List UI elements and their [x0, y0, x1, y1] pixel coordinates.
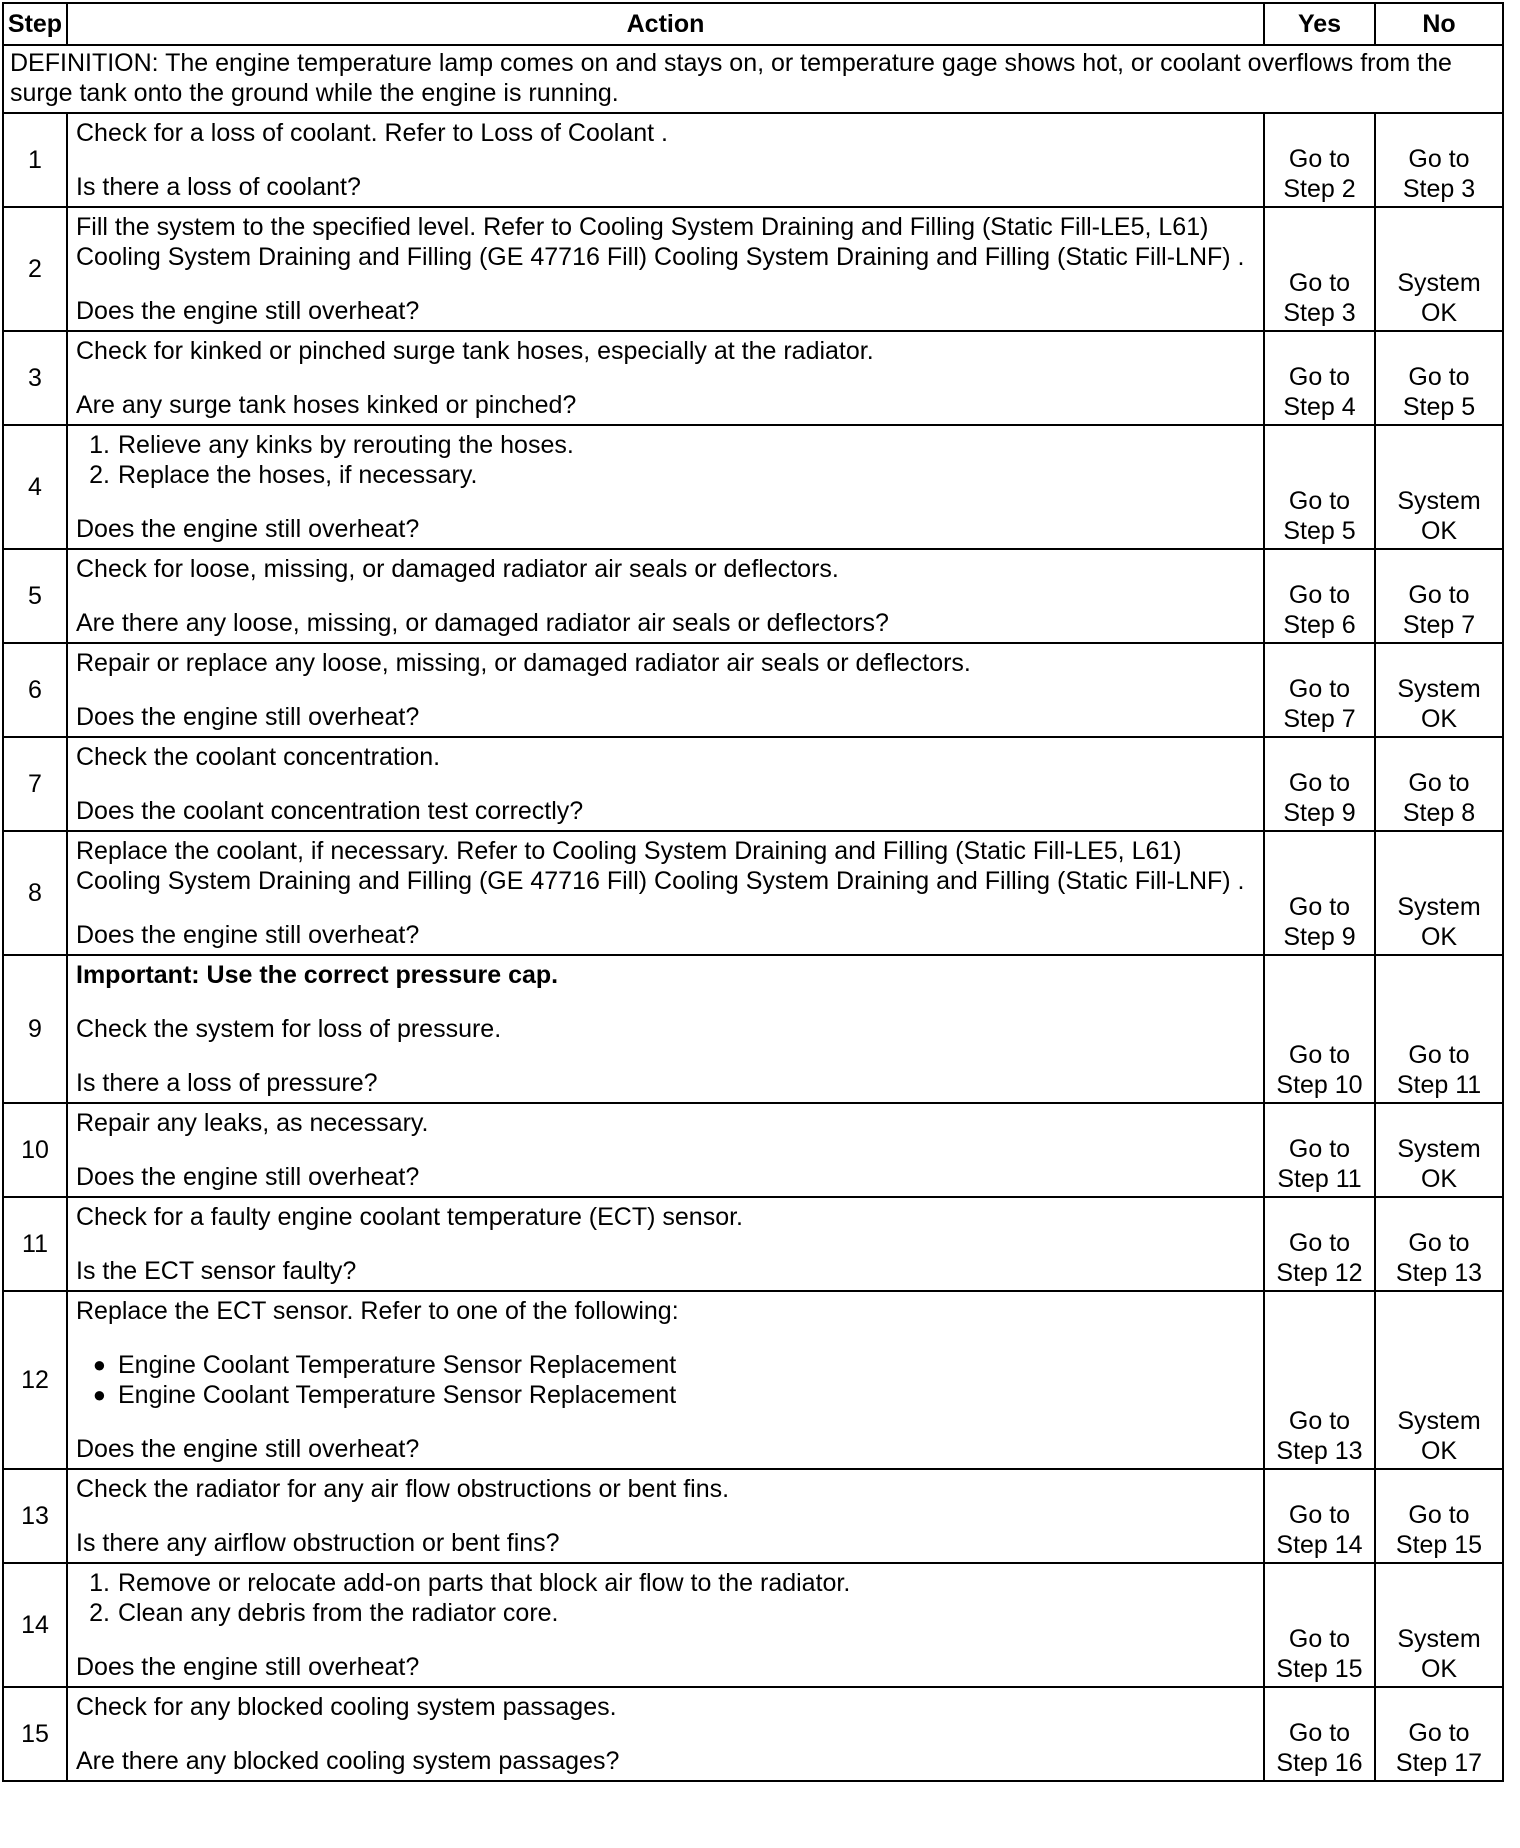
result-yes-line: Step 6 — [1283, 611, 1356, 639]
step-row — [3, 1469, 1503, 1563]
spacer — [76, 896, 1255, 920]
result-no — [1375, 643, 1503, 737]
result-no-line: Step 3 — [1402, 175, 1476, 203]
result-yes — [1264, 1687, 1375, 1781]
result-no-line: Go to — [1408, 1041, 1470, 1069]
header-row — [3, 3, 1503, 45]
definition-text: DEFINITION: The engine temperature lamp comes on and stays on, or temperature gage shows hot, or coolant overflows from the surge tank onto the ground while the engine is running. — [3, 45, 1503, 113]
action-line: Check for any blocked cooling system passages. — [76, 1693, 617, 1721]
step-row — [3, 955, 1503, 1103]
result-no — [1375, 737, 1503, 831]
result-no-line: System — [1397, 893, 1481, 921]
step-action — [67, 207, 1264, 331]
result-yes — [1264, 207, 1375, 331]
result-yes — [1264, 1469, 1375, 1563]
step-question: Are there any loose, missing, or damaged radiator air seals or deflectors? — [76, 609, 889, 637]
step-number: 15 — [3, 1687, 67, 1781]
diagnostic-table — [2, 2, 1504, 1782]
spacer — [76, 366, 1255, 390]
action-line: Check for a loss of coolant. Refer to Loss of Coolant . — [76, 119, 668, 147]
result-no-line: OK — [1420, 1437, 1458, 1465]
result-yes — [1264, 643, 1375, 737]
step-action — [67, 425, 1264, 549]
result-yes-line: Step 14 — [1276, 1531, 1363, 1559]
step-number: 10 — [3, 1103, 67, 1197]
spacer — [76, 1232, 1255, 1256]
result-yes-line: Go to — [1288, 1501, 1351, 1529]
result-yes-line: Go to — [1288, 769, 1351, 797]
result-yes — [1264, 955, 1375, 1103]
spacer — [76, 1504, 1255, 1528]
result-yes-line: Step 13 — [1276, 1437, 1363, 1465]
step-row — [3, 113, 1503, 207]
result-no-line: System — [1397, 1135, 1481, 1163]
result-no-line: Go to — [1408, 1719, 1470, 1747]
result-no — [1375, 549, 1503, 643]
step-action — [67, 831, 1264, 955]
step-number: 2 — [3, 207, 67, 331]
header-yes: Yes — [1264, 3, 1375, 45]
result-yes — [1264, 1103, 1375, 1197]
step-number: 12 — [3, 1291, 67, 1469]
step-row — [3, 1563, 1503, 1687]
bullet-icon: ● — [92, 1382, 106, 1407]
result-yes-line: Go to — [1288, 363, 1351, 391]
result-no-line: Go to — [1408, 769, 1470, 797]
step-row — [3, 207, 1503, 331]
action-line: Fill the system to the specified level. Refer to Cooling System Draining and Filling (Static Fill-LE5, L61) — [76, 213, 1209, 241]
step-row — [3, 831, 1503, 955]
result-yes — [1264, 737, 1375, 831]
step-action — [67, 1291, 1264, 1469]
header-step: Step — [3, 3, 67, 45]
result-yes-line: Step 9 — [1283, 923, 1356, 951]
step-action — [67, 1687, 1264, 1781]
result-yes-line: Go to — [1288, 1041, 1351, 1069]
result-no — [1375, 207, 1503, 331]
spacer — [76, 1044, 1255, 1068]
step-number: 4 — [3, 425, 67, 549]
result-no — [1375, 113, 1503, 207]
result-yes-line: Step 15 — [1276, 1655, 1363, 1683]
result-no — [1375, 1103, 1503, 1197]
step-number: 11 — [3, 1197, 67, 1291]
step-action — [67, 955, 1264, 1103]
step-question: Does the engine still overheat? — [76, 297, 420, 325]
result-yes-line: Step 9 — [1283, 799, 1356, 827]
action-line: Replace the coolant, if necessary. Refer to Cooling System Draining and Filling (Static Fill-LE5, L61) — [76, 837, 1182, 865]
result-no-line: System — [1397, 1407, 1481, 1435]
step-row — [3, 331, 1503, 425]
result-yes-line: Go to — [1288, 1135, 1351, 1163]
result-yes-line: Step 5 — [1283, 517, 1356, 545]
action-line: Cooling System Draining and Filling (GE 47716 Fill) Cooling System Draining and Filling (Static Fill-LNF) . — [76, 243, 1245, 271]
result-yes-line: Go to — [1288, 675, 1351, 703]
spacer — [76, 772, 1255, 796]
result-no-line: Step 8 — [1402, 799, 1476, 827]
item-number: 2. — [89, 1599, 110, 1627]
result-no-line: Step 11 — [1396, 1071, 1482, 1099]
result-no-line: Step 17 — [1395, 1749, 1483, 1777]
bullet-text: Engine Coolant Temperature Sensor Replacement — [118, 1351, 677, 1379]
action-line: Check the system for loss of pressure. — [76, 1015, 502, 1043]
result-no — [1375, 1563, 1503, 1687]
bullet-icon: ● — [92, 1352, 106, 1377]
step-number: 9 — [3, 955, 67, 1103]
action-line: Check the coolant concentration. — [76, 743, 441, 771]
step-number: 6 — [3, 643, 67, 737]
result-no-line: System — [1397, 487, 1481, 515]
step-action — [67, 113, 1264, 207]
result-no-line: System — [1397, 675, 1481, 703]
result-no-line: OK — [1420, 1165, 1458, 1193]
step-question: Does the engine still overheat? — [76, 703, 420, 731]
result-no — [1375, 1291, 1503, 1469]
step-question: Does the engine still overheat? — [76, 1163, 420, 1191]
result-no-line: Go to — [1408, 1501, 1470, 1529]
action-line: Replace the ECT sensor. Refer to one of the following: — [76, 1297, 679, 1325]
result-yes-line: Go to — [1288, 893, 1351, 921]
step-question: Does the engine still overheat? — [76, 515, 420, 543]
result-yes-line: Step 2 — [1283, 175, 1356, 203]
header-action: Action — [67, 3, 1264, 45]
bullet-item — [76, 1380, 1255, 1410]
step-row — [3, 1687, 1503, 1781]
item-text: Replace the hoses, if necessary. — [118, 461, 478, 489]
result-yes-line: Go to — [1288, 1229, 1351, 1257]
result-yes-line: Go to — [1288, 581, 1351, 609]
result-yes — [1264, 831, 1375, 955]
result-no — [1375, 831, 1503, 955]
step-question: Is there a loss of coolant? — [76, 173, 361, 201]
spacer — [76, 678, 1255, 702]
result-yes — [1264, 1197, 1375, 1291]
result-no — [1375, 1687, 1503, 1781]
step-question: Does the coolant concentration test correctly? — [76, 797, 584, 825]
result-no — [1375, 331, 1503, 425]
spacer — [76, 490, 1255, 514]
spacer — [76, 990, 1255, 1014]
step-question: Is there a loss of pressure? — [76, 1069, 378, 1097]
bullet-text: Engine Coolant Temperature Sensor Replacement — [118, 1381, 677, 1409]
result-no-line: Go to — [1408, 581, 1470, 609]
result-no-line: OK — [1420, 705, 1458, 733]
result-no-line: Go to — [1408, 1229, 1470, 1257]
result-no-line: Go to — [1408, 145, 1470, 173]
result-no — [1375, 1197, 1503, 1291]
result-yes-line: Go to — [1288, 145, 1351, 173]
step-question: Is there any airflow obstruction or bent fins? — [76, 1529, 560, 1557]
result-yes-line: Step 3 — [1283, 299, 1356, 327]
step-action — [67, 1563, 1264, 1687]
result-no — [1375, 1469, 1503, 1563]
result-no-line: OK — [1420, 923, 1458, 951]
action-line: Repair any leaks, as necessary. — [76, 1109, 429, 1137]
result-no-line: OK — [1420, 517, 1458, 545]
result-yes-line: Step 4 — [1283, 393, 1356, 421]
result-yes — [1264, 1291, 1375, 1469]
step-row — [3, 425, 1503, 549]
header-no: No — [1375, 3, 1503, 45]
action-line: Check for loose, missing, or damaged radiator air seals or deflectors. — [76, 555, 839, 583]
step-number: 7 — [3, 737, 67, 831]
step-row — [3, 737, 1503, 831]
step-number: 5 — [3, 549, 67, 643]
step-question: Are there any blocked cooling system passages? — [76, 1747, 620, 1775]
result-no-line: Step 7 — [1402, 611, 1476, 639]
spacer — [76, 1628, 1255, 1652]
result-yes — [1264, 549, 1375, 643]
item-text: Relieve any kinks by rerouting the hoses. — [118, 431, 574, 459]
numbered-item — [76, 1598, 1255, 1628]
step-row — [3, 1197, 1503, 1291]
step-number: 3 — [3, 331, 67, 425]
result-no-line: Go to — [1408, 363, 1470, 391]
spacer — [76, 148, 1255, 172]
step-action — [67, 549, 1264, 643]
result-yes-line: Go to — [1288, 1625, 1351, 1653]
step-question: Does the engine still overheat? — [76, 1653, 420, 1681]
step-row — [3, 1291, 1503, 1469]
spacer — [76, 584, 1255, 608]
step-action — [67, 1469, 1264, 1563]
result-yes-line: Step 10 — [1276, 1071, 1363, 1099]
action-line: Cooling System Draining and Filling (GE 47716 Fill) Cooling System Draining and Filling (Static Fill-LNF) . — [76, 867, 1245, 895]
spacer — [76, 272, 1255, 296]
item-number: 1. — [89, 431, 110, 459]
result-yes-line: Go to — [1288, 487, 1351, 515]
step-question: Are any surge tank hoses kinked or pinched? — [76, 391, 577, 419]
result-yes — [1264, 425, 1375, 549]
result-no — [1375, 955, 1503, 1103]
result-yes — [1264, 113, 1375, 207]
step-number: 1 — [3, 113, 67, 207]
step-question: Is the ECT sensor faulty? — [76, 1257, 357, 1285]
result-yes-line: Go to — [1288, 1407, 1351, 1435]
spacer — [76, 1138, 1255, 1162]
step-action — [67, 643, 1264, 737]
result-yes-line: Step 16 — [1276, 1749, 1363, 1777]
result-no-line: Step 5 — [1402, 393, 1476, 421]
step-row — [3, 643, 1503, 737]
step-action — [67, 331, 1264, 425]
result-yes-line: Step 7 — [1283, 705, 1356, 733]
result-no — [1375, 425, 1503, 549]
item-number: 2. — [89, 461, 110, 489]
result-no-line: Step 13 — [1395, 1259, 1483, 1287]
item-number: 1. — [89, 1569, 110, 1597]
result-no-line: OK — [1420, 1655, 1458, 1683]
result-yes-line: Go to — [1288, 1719, 1351, 1747]
result-yes-line: Go to — [1288, 269, 1351, 297]
result-no-line: System — [1397, 1625, 1481, 1653]
action-line: Repair or replace any loose, missing, or damaged radiator air seals or deflectors. — [76, 649, 971, 677]
step-question: Does the engine still overheat? — [76, 1435, 420, 1463]
result-no-line: OK — [1420, 299, 1458, 327]
action-line: Check the radiator for any air flow obstructions or bent fins. — [76, 1475, 730, 1503]
action-line: Check for kinked or pinched surge tank hoses, especially at the radiator. — [76, 337, 874, 365]
action-line: Check for a faulty engine coolant temperature (ECT) sensor. — [76, 1203, 743, 1231]
step-action — [67, 737, 1264, 831]
result-no-line: System — [1397, 269, 1481, 297]
item-text: Clean any debris from the radiator core. — [118, 1599, 559, 1627]
spacer — [76, 1722, 1255, 1746]
important-note: Important: Use the correct pressure cap. — [76, 961, 559, 989]
spacer — [76, 1326, 1255, 1350]
numbered-item — [76, 430, 1255, 460]
result-yes-line: Step 11 — [1277, 1165, 1362, 1193]
spacer — [76, 1410, 1255, 1434]
step-number: 8 — [3, 831, 67, 955]
result-no-line: Step 15 — [1395, 1531, 1483, 1559]
step-number: 14 — [3, 1563, 67, 1687]
result-yes — [1264, 1563, 1375, 1687]
item-text: Remove or relocate add-on parts that block air flow to the radiator. — [118, 1569, 851, 1597]
numbered-item — [76, 1568, 1255, 1598]
bullet-item — [76, 1350, 1255, 1380]
step-action — [67, 1197, 1264, 1291]
result-yes-line: Step 12 — [1276, 1259, 1363, 1287]
step-action — [67, 1103, 1264, 1197]
result-yes — [1264, 331, 1375, 425]
step-question: Does the engine still overheat? — [76, 921, 420, 949]
definition-row — [3, 45, 1503, 113]
step-number: 13 — [3, 1469, 67, 1563]
step-row — [3, 1103, 1503, 1197]
numbered-item — [76, 460, 1255, 490]
step-row — [3, 549, 1503, 643]
